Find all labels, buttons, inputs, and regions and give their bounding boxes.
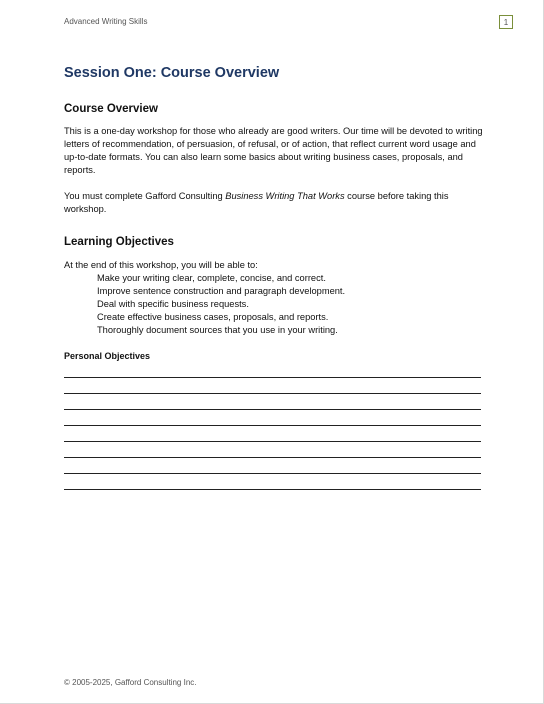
course-overview-heading: Course Overview xyxy=(64,103,158,115)
personal-objectives-heading: Personal Objectives xyxy=(64,351,151,361)
writing-line[interactable] xyxy=(64,457,481,458)
running-header: Advanced Writing Skills xyxy=(64,17,148,26)
page-number: 1 xyxy=(499,15,513,29)
writing-line[interactable] xyxy=(64,489,481,490)
writing-line[interactable] xyxy=(64,393,481,394)
objective-item: Thoroughly document sources that you use in your writing. xyxy=(97,325,338,335)
objectives-list xyxy=(97,272,345,337)
writing-line[interactable] xyxy=(64,473,481,474)
copyright-footer: © 2005-2025, Gafford Consulting Inc. xyxy=(64,678,197,687)
prerequisite-course-title: Business Writing That Works xyxy=(225,191,345,201)
session-title: Session One: Course Overview xyxy=(64,65,280,81)
prerequisite-text-start: You must complete Gafford Consulting xyxy=(64,191,226,201)
objective-item: Improve sentence construction and paragraph development. xyxy=(97,286,346,296)
writing-line[interactable] xyxy=(64,425,481,426)
objective-item: Create effective business cases, proposals, and reports. xyxy=(97,312,329,322)
writing-line[interactable] xyxy=(64,409,481,410)
prerequisite-paragraph xyxy=(64,190,484,216)
writing-line[interactable] xyxy=(64,441,481,442)
objective-item: Deal with specific business requests. xyxy=(97,299,249,309)
course-overview-paragraph: This is a one-day workshop for those who already are good writers. Our time will be devoted to writing letters of recommendation, of persuasion, of refusal, or of action, that reflect current word usage and up-to-date formats. You can also learn some basics about writing business cases, proposals, and reports. xyxy=(64,126,483,175)
prerequisite-text-end: course before taking this workshop. xyxy=(64,191,449,214)
learning-objectives-heading: Learning Objectives xyxy=(64,236,174,248)
objective-item: Make your writing clear, complete, concise, and correct. xyxy=(97,273,326,283)
objectives-intro: At the end of this workshop, you will be able to: xyxy=(64,260,258,270)
writing-line[interactable] xyxy=(64,377,481,378)
